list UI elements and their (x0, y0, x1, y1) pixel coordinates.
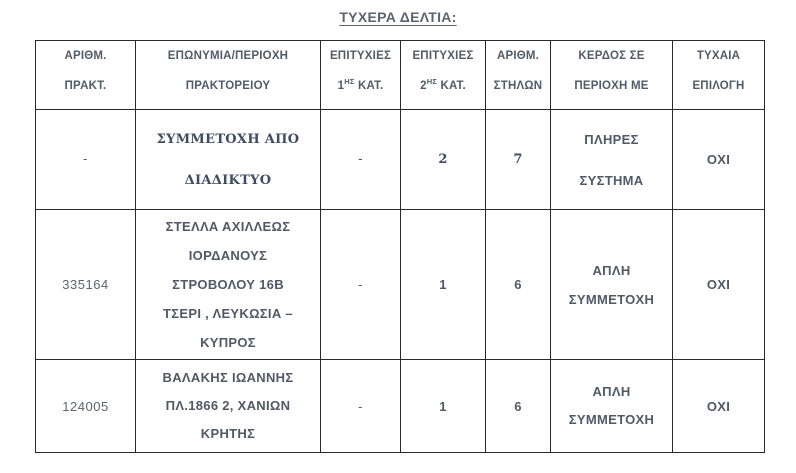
header-prize-area (551, 41, 673, 110)
agency-number-cell: - (36, 110, 136, 210)
wins-cat1-cell: - (321, 110, 401, 210)
cell-line: ΣΤΕΛΛΑ ΑΧΙΛΛΕΩΣ (165, 219, 291, 234)
prize-area-cell (551, 210, 673, 360)
agency-name-cell (136, 210, 321, 360)
table-body (36, 110, 765, 453)
ordinal-base: 1 (337, 80, 345, 92)
header-line: ΑΡΙΘΜ. (496, 50, 540, 62)
header-line: ΑΡΙΘΜ. (64, 50, 107, 62)
header-line: ΕΠΙΤΥΧΙΕΣ (412, 50, 474, 62)
header-line: ΠΕΡΙΟΧΗ ΜΕ (574, 80, 649, 92)
cell-line: ΣΥΜΜΕΤΟΧΗ ΑΠΟ (156, 131, 300, 147)
lucky-tickets-table (35, 40, 765, 453)
agency-number-cell: 124005 (36, 360, 136, 453)
random-selection-cell: ΟΧΙ (673, 360, 765, 453)
header-agency-number (36, 41, 136, 110)
header-line: ΕΠΩΝΥΜΙΑ/ΠΕΡΙΟΧΗ (167, 50, 289, 62)
header-line: ΣΤΗΛΩΝ (493, 80, 543, 92)
header-random-selection (673, 41, 765, 110)
header-line (325, 71, 396, 101)
ticket-row (36, 210, 765, 360)
columns-count-cell: 7 (486, 110, 551, 210)
wins-cat1-cell: - (321, 360, 401, 453)
random-selection-cell: ΟΧΙ (673, 210, 765, 360)
header-line (405, 71, 481, 101)
table-header (36, 41, 765, 110)
header-line: ΠΡΑΚΤΟΡΕΙΟΥ (185, 80, 271, 92)
cell-line: ΔΙΑΔΙΚΤΥΟ (184, 172, 272, 188)
agency-name-cell (136, 110, 321, 210)
header-line: ΚΕΡΔΟΣ ΣΕ (578, 50, 645, 62)
cell-line: ΠΛΗΡΕΣ (584, 131, 639, 147)
header-wins-cat1 (321, 41, 401, 110)
ordinal-rest: ΚΑΤ. (437, 80, 466, 92)
cell-line: ΚΡΗΤΗΣ (200, 426, 256, 441)
header-agency-name (136, 41, 321, 110)
columns-count-cell: 6 (486, 360, 551, 453)
cell-line: ΤΣΕΡΙ , ΛΕΥΚΩΣΙΑ – (163, 306, 293, 321)
cell-line: ΣΥΣΤΗΜΑ (579, 172, 644, 188)
agency-number-cell: 335164 (36, 210, 136, 360)
cell-line: ΙΟΡΔΑΝΟΥΣ (188, 248, 268, 263)
wins-cat2-cell: 1 (401, 210, 486, 360)
ordinal-base: 2 (420, 80, 427, 92)
prize-area-cell (551, 110, 673, 210)
page-title: ΤΥΧΕΡΑ ΔΕΛΤΙΑ: (339, 9, 457, 25)
header-wins-cat2 (401, 41, 486, 110)
cell-line: ΑΠΛΗ (592, 262, 631, 278)
columns-count-cell: 6 (486, 210, 551, 360)
cell-line: ΣΤΡΟΒΟΛΟΥ 16Β (172, 277, 284, 292)
header-line: ΕΠΙΤΥΧΙΕΣ (329, 50, 392, 62)
cell-line: ΠΛ.1866 2, ΧΑΝΙΩΝ (165, 398, 291, 413)
header-row (36, 41, 765, 110)
ticket-row (36, 110, 765, 210)
cell-line: ΣΥΜΜΕΤΟΧΗ (568, 412, 655, 427)
cell-line: ΣΥΜΜΕΤΟΧΗ (568, 291, 655, 307)
random-selection-cell: ΟΧΙ (673, 110, 765, 210)
cell-line: ΑΠΛΗ (592, 384, 631, 399)
header-line: ΠΡΑΚΤ. (64, 80, 107, 92)
wins-cat1-cell: - (321, 210, 401, 360)
cell-line: ΒΑΛΑΚΗΣ ΙΩΑΝΝΗΣ (162, 370, 294, 385)
header-line: ΕΠΙΛΟΓΗ (692, 80, 745, 92)
agency-name-cell (136, 360, 321, 453)
wins-cat2-cell: 2 (401, 110, 486, 210)
ordinal-rest: ΚΑΤ. (354, 80, 384, 92)
wins-cat2-cell: 1 (401, 360, 486, 453)
ordinal-superscript: ΗΣ (344, 77, 355, 87)
header-columns-count (486, 41, 551, 110)
cell-line: ΚΥΠΡΟΣ (200, 335, 256, 350)
prize-area-cell (551, 360, 673, 453)
ordinal-superscript: ΗΣ (426, 77, 438, 87)
header-line: ΤΥΧΑΙΑ (696, 50, 741, 62)
ticket-row (36, 360, 765, 453)
